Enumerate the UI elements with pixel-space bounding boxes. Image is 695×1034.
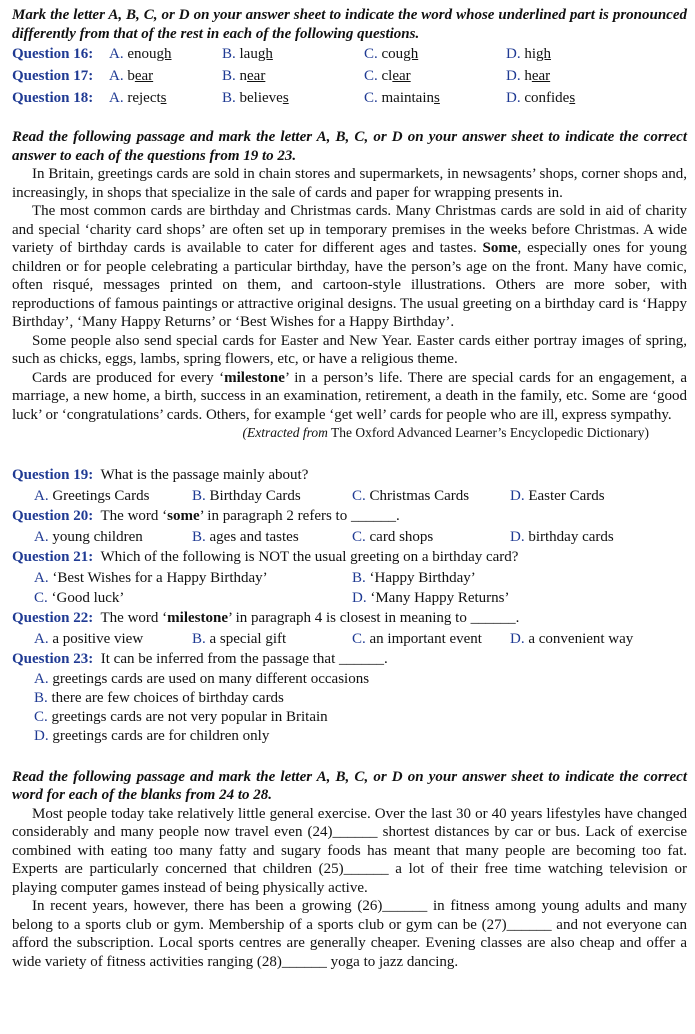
option-c[interactable]: C. maintains xyxy=(364,90,440,106)
option-b[interactable]: B. laugh xyxy=(222,46,273,62)
question-label: Question 18: xyxy=(12,90,94,106)
option-c[interactable]: C. greetings cards are not very popular in Britain xyxy=(34,708,328,725)
option-b[interactable]: B. ages and tastes xyxy=(192,528,299,545)
option-c[interactable]: C. an important event xyxy=(352,630,482,647)
question-22: Question 22: The word ‘milestone’ in paragraph 4 is closest in meaning to ______. xyxy=(12,609,520,626)
passage-paragraph-2: The most common cards are birthday and Christmas cards. Many Christmas cards are sold in aid of charity and special ‘charity card shops’ are often set up in temporary premises in the weeks before Christmas. A wide variety of birthday cards is available to cater for different ages and tastes. Some, especially ones for young children or for people celebrating a particular birthday, have the person’s age on the front. Many have comic, often risqué, messages printed on them, and cartoon-style illustrations. Others are more sober, with reproductions of famous paintings or attractive original designs. The usual greeting on a birthday card is ‘Happy Birthday’, ‘Many Happy Returns’ or ‘Best Wishes for a Happy Birthday’. xyxy=(12,203,687,330)
passage-paragraph-4: Cards are produced for every ‘milestone’ in a person’s life. There are special cards for an engagement, a marriage, a new home, a birth, success in an examination, retirement, a death in the family, etc. Some are ‘good luck’ or ‘congratulations’ cards. Others, for example ‘get well’ cards for people who are ill, express sympathy. xyxy=(12,369,687,423)
cloze-paragraph-2: In recent years, however, there has been a growing (26)______ in fitness among young adults and many belong to a sports club or gym. Membership of a sports club or gym can be (27)______ and not everyone can afford the subscription. Local sports centres are generally cheaper. Evening classes are also cheap and offer a wide variety of fitness activities ranging (28)______ yoga to jazz dancing. xyxy=(12,898,687,970)
underlined-part: s xyxy=(434,90,440,106)
underlined-part: ear xyxy=(247,68,266,84)
option-b[interactable]: B. a special gift xyxy=(192,630,287,647)
option-b[interactable]: B. there are few choices of birthday cards xyxy=(34,689,284,706)
option-d[interactable]: D. Easter Cards xyxy=(510,487,605,504)
option-c[interactable]: C. clear xyxy=(364,68,411,84)
option-a[interactable]: A. Greetings Cards xyxy=(34,487,150,504)
section3-instruction: Read the following passage and mark the letter A, B, C, or D on your answer sheet to indicate the correct word for each of the blanks from 24 to 28. xyxy=(12,768,687,803)
question-18 xyxy=(12,87,687,109)
pronunciation-questions xyxy=(12,43,687,109)
underlined-part: ear xyxy=(531,68,551,84)
option-b[interactable]: B. believes xyxy=(222,90,289,106)
cloze-paragraph-1: Most people today take relatively little general exercise. Over the last 30 or 40 years lifestyles have changed considerably and many people now travel even (24)______ shortest distances by car or bus. Lack of exercise combined with eating too many fatty and sugary foods has meant that many people are becoming too fat. Experts are particularly concerned that children (25)______ a lot of their free time watching television or playing computer games instead of being physically active. xyxy=(12,805,687,896)
passage-source: (Extracted from The Oxford Advanced Learner’s Encyclopedic Dictionary) xyxy=(242,425,649,440)
keyword-milestone: milestone xyxy=(224,369,285,386)
question-20: Question 20: The word ‘some’ in paragraph 2 refers to ______. xyxy=(12,507,400,524)
section1-instruction: Mark the letter A, B, C, or D on your answer sheet to indicate the word whose underlined part is pronounced differently from that of the rest in each of the following questions. xyxy=(12,7,687,42)
question-17 xyxy=(12,65,687,87)
underlined-part: ear xyxy=(392,68,411,84)
option-a[interactable]: A. rejects xyxy=(109,90,167,106)
question-21-options-ab xyxy=(12,568,687,588)
question-19-options xyxy=(12,486,687,506)
option-a[interactable]: A. ‘Best Wishes for a Happy Birthday’ xyxy=(34,569,268,586)
question-21: Question 21: Which of the following is NOT the usual greeting on a birthday card? xyxy=(12,548,519,565)
option-d[interactable]: D. ‘Many Happy Returns’ xyxy=(352,589,510,606)
underlined-part: gh xyxy=(536,46,552,62)
section2-instruction: Read the following passage and mark the letter A, B, C, or D on your answer sheet to indicate the correct answer to each of the questions from 19 to 23. xyxy=(12,129,687,164)
referent-word-some: Some xyxy=(482,240,518,256)
option-b[interactable]: B. ‘Happy Birthday’ xyxy=(352,569,476,586)
option-a[interactable]: A. enough xyxy=(109,46,172,62)
option-a[interactable]: A. a positive view xyxy=(34,630,144,647)
underlined-part: ear xyxy=(134,68,154,84)
option-c[interactable]: C. card shops xyxy=(352,528,434,545)
option-b[interactable]: B. near xyxy=(222,68,266,84)
option-b[interactable]: B. Birthday Cards xyxy=(192,487,301,504)
option-d[interactable]: D. a convenient way xyxy=(510,630,634,647)
option-c[interactable]: C. ‘Good luck’ xyxy=(34,589,125,606)
question-label: Question 16: xyxy=(12,46,94,62)
underlined-part: gh xyxy=(257,46,273,62)
option-c[interactable]: C. cough xyxy=(364,46,419,62)
question-20-options xyxy=(12,527,687,547)
option-d[interactable]: D. hear xyxy=(506,68,551,84)
option-d[interactable]: D. birthday cards xyxy=(510,528,614,545)
question-22-options xyxy=(12,629,687,649)
option-d[interactable]: D. high xyxy=(506,46,552,62)
option-d[interactable]: D. greetings cards are for children only xyxy=(34,727,270,744)
underlined-part: s xyxy=(569,90,576,106)
question-16 xyxy=(12,43,687,65)
underlined-part: s xyxy=(160,90,167,106)
passage-paragraph-3: Some people also send special cards for Easter and New Year. Easter cards either portray images of spring, such as chicks, eggs, lambs, spring flowers, etc, or have a religious theme. xyxy=(12,332,687,367)
option-a[interactable]: A. young children xyxy=(34,528,143,545)
question-21-options-cd xyxy=(12,588,687,608)
underlined-part: gh xyxy=(403,46,419,62)
underlined-part: gh xyxy=(156,46,172,62)
question-label: Question 17: xyxy=(12,68,94,84)
option-d[interactable]: D. confides xyxy=(506,90,576,106)
question-19: Question 19: What is the passage mainly about? xyxy=(12,466,309,483)
passage-paragraph-1: In Britain, greetings cards are sold in chain stores and supermarkets, in newsagents’ shops, corner shops and, increasingly, in shops that specialize in the sale of cards and paper for wrapping presents in. xyxy=(12,166,687,201)
option-a[interactable]: A. bear xyxy=(109,68,154,84)
option-a[interactable]: A. greetings cards are used on many different occasions xyxy=(34,670,370,687)
question-23: Question 23: It can be inferred from the passage that ______. xyxy=(12,650,388,667)
underlined-part: s xyxy=(282,90,289,106)
option-c[interactable]: C. Christmas Cards xyxy=(352,487,470,504)
